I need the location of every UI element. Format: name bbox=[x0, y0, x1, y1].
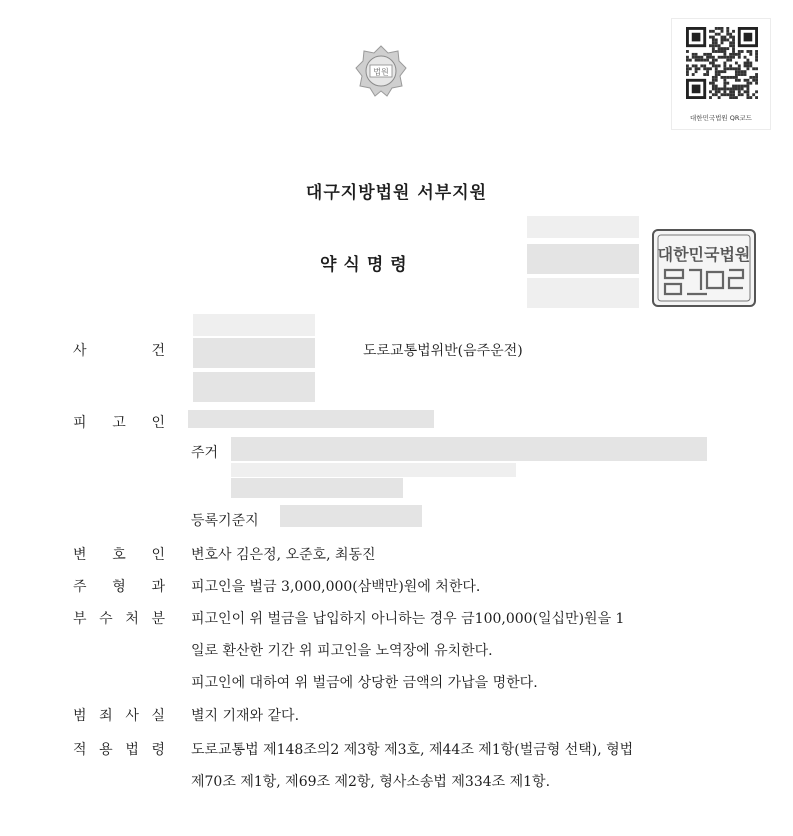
label-char: 피 bbox=[73, 415, 87, 431]
redacted-block bbox=[231, 463, 516, 477]
redacted-block bbox=[527, 216, 639, 238]
label-char: 고 bbox=[112, 415, 126, 431]
laws-line: 도로교통법 제148조의2 제3항 제3호, 제44조 제1항(벌금형 선택), 형법 bbox=[191, 742, 634, 758]
case-name: 도로교통법위반(음주운전) bbox=[363, 343, 523, 359]
counsel-label bbox=[73, 544, 165, 564]
redacted-block bbox=[527, 244, 639, 274]
court-seal-stamp bbox=[651, 228, 757, 308]
redacted-address bbox=[231, 437, 707, 461]
supplementary-line: 일로 환산한 기간 위 피고인을 노역장에 유치한다. bbox=[191, 643, 493, 659]
emblem-text: 법원 bbox=[373, 67, 389, 77]
qr-code bbox=[671, 18, 771, 130]
supplementary-line: 피고인이 위 벌금을 납입하지 아니하는 경우 금100,000(일십만)원을 1 bbox=[191, 611, 625, 627]
sentence-label bbox=[73, 576, 165, 596]
label-char: 사 bbox=[125, 708, 139, 724]
label-char: 처 bbox=[125, 611, 139, 627]
label-char: 주 bbox=[73, 579, 87, 595]
qr-code-icon bbox=[686, 27, 758, 99]
label-char: 범 bbox=[73, 708, 87, 724]
defendant-label bbox=[73, 412, 165, 432]
facts-value: 별지 기재와 같다. bbox=[191, 708, 300, 724]
label-char: 법 bbox=[125, 742, 139, 758]
court-name: 대구지방법원 서부지원 bbox=[305, 183, 488, 203]
stamp-text: 대한민국법원 bbox=[657, 245, 751, 264]
supplementary-line: 피고인에 대하여 위 벌금에 상당한 금액의 가납을 명한다. bbox=[191, 675, 538, 691]
laws-line: 제70조 제1항, 제69조 제2항, 형사소송법 제334조 제1항. bbox=[191, 774, 551, 790]
document-title: 약식명령 bbox=[320, 255, 414, 275]
label-char: 용 bbox=[99, 742, 113, 758]
court-emblem-icon bbox=[354, 44, 408, 98]
label-char: 분 bbox=[151, 611, 165, 627]
label-char: 형 bbox=[112, 579, 126, 595]
counsel-value: 변호사 김은정, 오준호, 최동진 bbox=[191, 547, 376, 563]
label-char: 호 bbox=[112, 547, 126, 563]
laws-label bbox=[73, 739, 165, 759]
supplementary-label bbox=[73, 608, 165, 628]
label-char: 인 bbox=[151, 415, 165, 431]
registry-label: 등록기준지 bbox=[191, 513, 259, 529]
redacted-registry bbox=[280, 505, 422, 527]
redacted-block bbox=[193, 372, 315, 402]
redacted-block bbox=[527, 278, 639, 308]
label-char: 인 bbox=[151, 547, 165, 563]
redacted-defendant-name bbox=[188, 410, 434, 428]
label-char: 실 bbox=[151, 708, 165, 724]
label-char: 부 bbox=[73, 611, 87, 627]
label-char: 과 bbox=[151, 579, 165, 595]
sentence-value: 피고인을 벌금 3,000,000(삼백만)원에 처한다. bbox=[191, 579, 481, 595]
case-label bbox=[73, 340, 165, 360]
redacted-case-number bbox=[193, 338, 315, 368]
facts-label bbox=[73, 705, 165, 725]
label-char: 수 bbox=[99, 611, 113, 627]
label-char: 변 bbox=[73, 547, 87, 563]
address-label: 주거 bbox=[191, 445, 219, 461]
label-char: 죄 bbox=[99, 708, 113, 724]
qr-caption: 대한민국법원 QR코드 bbox=[690, 114, 752, 122]
redacted-block bbox=[193, 314, 315, 336]
label-char: 령 bbox=[151, 742, 165, 758]
label-char: 적 bbox=[73, 742, 87, 758]
label-char: 건 bbox=[151, 343, 165, 359]
label-char: 사 bbox=[73, 343, 87, 359]
redacted-address-line2 bbox=[231, 478, 403, 498]
